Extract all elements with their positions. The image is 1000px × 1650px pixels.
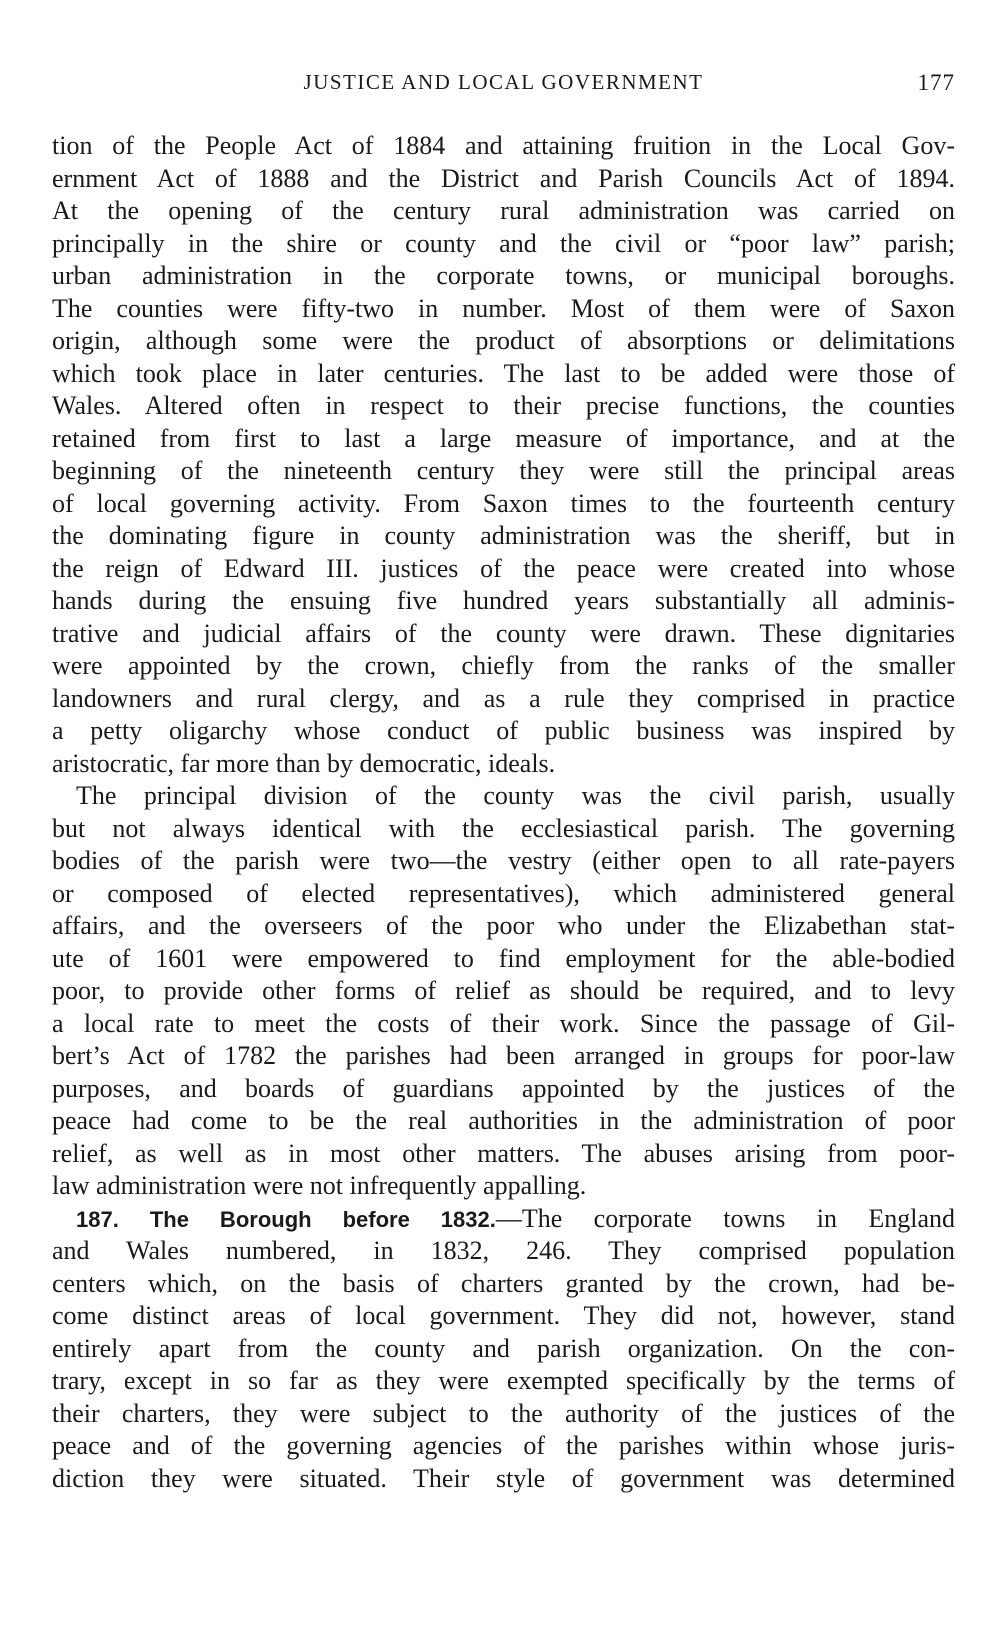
text-line: and Wales numbered, in 1832, 246. They comprised population <box>52 1236 955 1265</box>
text-line: Wales. Altered often in respect to their precise functions, the counties <box>52 391 955 420</box>
text-line: a local rate to meet the costs of their work. Since the passage of Gil- <box>52 1008 955 1038</box>
text-line: were appointed by the crown, chiefly from the ranks of the smaller <box>52 651 955 680</box>
text-line: hands during the ensuing five hundred years substantially all adminis- <box>52 586 955 615</box>
text-line: peace had come to be the real authorities in the administration of poor <box>52 1106 955 1135</box>
text-line: purposes, and boards of guardians appointed by the justices of the <box>52 1073 955 1103</box>
page-number: 177 <box>917 70 955 95</box>
text-line: relief, as well as in most other matters. The abuses arising from poor- <box>52 1138 955 1168</box>
paragraph-2 <box>52 780 955 1203</box>
text-line: affairs, and the overseers of the poor who under the Elizabethan stat- <box>52 911 955 940</box>
text-line: ute of 1601 were empowered to find employment for the able-bodied <box>52 943 955 973</box>
text-line: origin, although some were the product of absorptions or delimitations <box>52 326 955 355</box>
text-line: peace and of the governing agencies of the parishes within whose juris- <box>52 1431 955 1460</box>
text-line: aristocratic, far more than by democratic, ideals. <box>52 748 556 778</box>
running-title: JUSTICE AND LOCAL GOVERNMENT <box>303 70 704 94</box>
text-line: poor, to provide other forms of relief as should be required, and to levy <box>52 976 955 1005</box>
paragraph-1 <box>52 130 955 780</box>
text-line: trative and judicial affairs of the county were drawn. These dignitaries <box>52 618 955 648</box>
heading-line <box>52 1203 955 1236</box>
book-page <box>52 70 955 1495</box>
text-run: —The corporate towns in England <box>495 1203 955 1233</box>
text-line: bert’s Act of 1782 the parishes had been arranged in groups for poor-law <box>52 1041 955 1070</box>
text-line: diction they were situated. Their style of government was determined <box>52 1463 955 1493</box>
text-line: retained from first to last a large measure of importance, and at the <box>52 423 955 453</box>
text-line: of local governing activity. From Saxon times to the fourteenth century <box>52 488 955 518</box>
text-line: The principal division of the county was the civil parish, usually <box>76 781 955 810</box>
text-line: the dominating figure in county administration was the sheriff, but in <box>52 521 955 550</box>
body-text <box>52 130 955 1495</box>
text-line: The counties were fifty-two in number. Most of them were of Saxon <box>52 293 955 323</box>
text-line: or composed of elected representatives), which administered general <box>52 878 955 908</box>
text-line: come distinct areas of local government. They did not, however, stand <box>52 1301 955 1330</box>
text-line: trary, except in so far as they were exempted specifically by the terms of <box>52 1366 955 1395</box>
text-line: which took place in later centuries. The last to be added were those of <box>52 358 955 388</box>
text-line: law administration were not infrequently appalling. <box>52 1171 587 1200</box>
paragraph-3 <box>52 1203 955 1496</box>
text-line: principally in the shire or county and the civil or “poor law” parish; <box>52 228 955 258</box>
running-head <box>52 70 955 110</box>
text-line: At the opening of the century rural administration was carried on <box>52 196 955 225</box>
text-line: bodies of the parish were two—the vestry (either open to all rate-payers <box>52 846 955 875</box>
text-line: centers which, on the basis of charters granted by the crown, had be- <box>52 1268 955 1298</box>
text-line: a petty oligarchy whose conduct of public business was inspired by <box>52 716 955 745</box>
text-line: ernment Act of 1888 and the District and Parish Councils Act of 1894. <box>52 163 955 193</box>
section-heading: 187. The Borough before 1832. <box>76 1206 496 1232</box>
text-line: landowners and rural clergy, and as a rule they comprised in practice <box>52 683 955 713</box>
text-line: their charters, they were subject to the authority of the justices of the <box>52 1398 955 1428</box>
text-line: tion of the People Act of 1884 and attaining fruition in the Local Gov- <box>52 131 955 160</box>
text-line: beginning of the nineteenth century they were still the principal areas <box>52 456 955 485</box>
text-line: urban administration in the corporate towns, or municipal boroughs. <box>52 261 955 290</box>
text-line: but not always identical with the ecclesiastical parish. The governing <box>52 813 955 843</box>
text-line: the reign of Edward III. justices of the peace were created into whose <box>52 553 955 583</box>
text-line: entirely apart from the county and parish organization. On the con- <box>52 1333 955 1363</box>
